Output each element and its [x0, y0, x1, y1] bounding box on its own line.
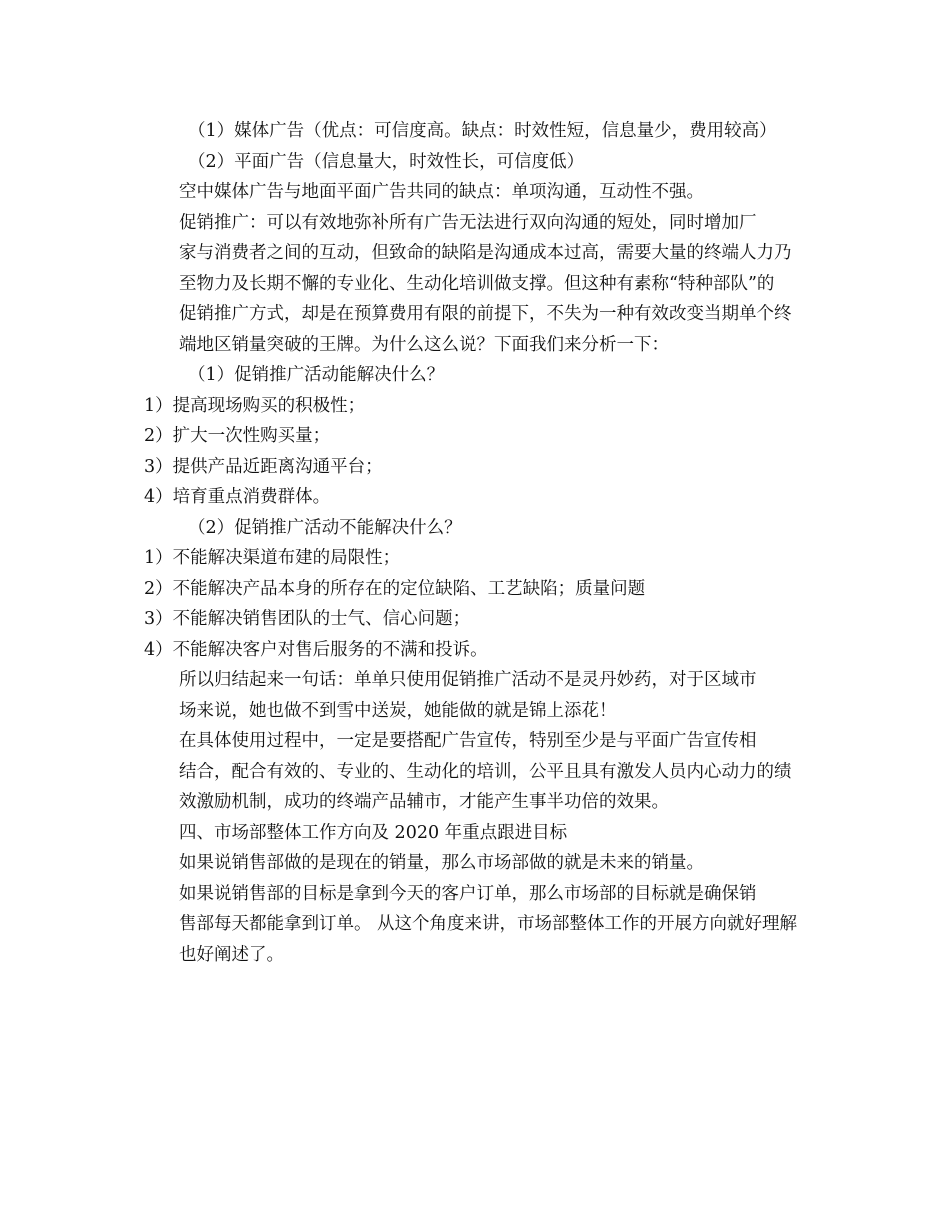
text-line: 家与消费者之间的互动，但致命的缺陷是沟通成本过高，需要大量的终端人力乃	[179, 243, 792, 263]
text-line: 2）扩大一次性购买量；	[144, 426, 331, 446]
paragraph-can-2	[144, 421, 812, 452]
text-line: 结合，配合有效的、专业的、生动化的培训，公平且具有激发人员内心动力的绩	[179, 761, 792, 782]
document-body	[144, 116, 812, 970]
paragraph-marketing-goal	[144, 879, 812, 971]
text-line: 所以归结起来一句话：单单只使用促销推广活动不是灵丹妙药，对于区域市	[179, 670, 757, 690]
paragraph-cannot-3	[144, 604, 812, 635]
text-line: 3）不能解决销售团队的士气、信心问题；	[144, 609, 471, 629]
text-line: 4）不能解决客户对售后服务的不满和投诉。	[144, 639, 488, 660]
text-line: 售部每天都能拿到订单。 从这个角度来讲，市场部整体工作的开展方向就好理解	[179, 914, 798, 934]
text-line: （1）促销推广活动能解决什么？	[188, 365, 445, 385]
text-line: 1）不能解决渠道布建的局限性；	[144, 548, 401, 568]
text-line: 在具体使用过程中，一定是要搭配广告宣传，特别至少是与平面广告宣传相	[179, 731, 757, 751]
paragraph-ad-print	[144, 147, 812, 178]
text-line: 空中媒体广告与地面平面广告共同的缺点：单项沟通，互动性不强。	[179, 182, 704, 202]
text-line: 2）不能解决产品本身的所存在的定位缺陷、工艺缺陷；质量问题	[144, 578, 646, 599]
text-line: 至物力及长期不懈的专业化、生动化培训做支撑。但这种有素称“特种部队”的	[179, 273, 775, 294]
text-line: 1）提高现场购买的积极性；	[144, 395, 366, 416]
paragraph-cannot-solve-heading	[144, 513, 812, 544]
paragraph-usage	[144, 726, 812, 818]
text-line: （2）促销推广活动不能解决什么？	[188, 517, 462, 538]
text-line: 端地区销量突破的王牌。为什么这么说？下面我们来分析一下：	[179, 334, 669, 355]
text-line: 效激励机制，成功的终端产品辅市，才能产生事半功倍的效果。	[179, 792, 669, 812]
paragraph-can-solve-heading	[144, 360, 812, 391]
text-line: 3）提供产品近距离沟通平台；	[144, 456, 383, 477]
text-line: 如果说销售部的目标是拿到今天的客户订单，那么市场部的目标就是确保销	[179, 883, 757, 904]
paragraph-can-1	[144, 391, 812, 422]
paragraph-can-4	[144, 482, 812, 513]
paragraph-can-3	[144, 452, 812, 483]
text-line: 促销推广：可以有效地弥补所有广告无法进行双向沟通的短处，同时增加厂	[179, 212, 757, 233]
paragraph-ad-media	[144, 116, 812, 147]
paragraph-promotion-intro	[144, 208, 812, 361]
text-line: 也好阐述了。	[179, 944, 284, 965]
paragraph-section-4-heading	[144, 818, 812, 849]
paragraph-cannot-1	[144, 543, 812, 574]
text-line: 4）培育重点消费群体。	[144, 487, 331, 507]
paragraph-cannot-2	[144, 574, 812, 605]
text-line: 如果说销售部做的是现在的销量，那么市场部做的就是未来的销量。	[179, 853, 704, 873]
text-line: （2）平面广告（信息量大，时效性长，可信度低）	[188, 151, 585, 172]
text-line: 四、市场部整体工作方向及 2020 年重点跟进目标	[179, 822, 568, 843]
text-line: 促销推广方式，却是在预算费用有限的前提下，不失为一种有效改变当期单个终	[179, 304, 792, 324]
paragraph-cannot-4	[144, 635, 812, 666]
paragraph-sales-vs-marketing	[144, 848, 812, 879]
paragraph-common-shortcoming	[144, 177, 812, 208]
paragraph-conclusion	[144, 665, 812, 726]
text-line: 场来说，她也做不到雪中送炭，她能做的就是锦上添花！	[179, 700, 617, 721]
text-line: （1）媒体广告（优点：可信度高。缺点：时效性短，信息量少，费用较高）	[188, 121, 777, 141]
